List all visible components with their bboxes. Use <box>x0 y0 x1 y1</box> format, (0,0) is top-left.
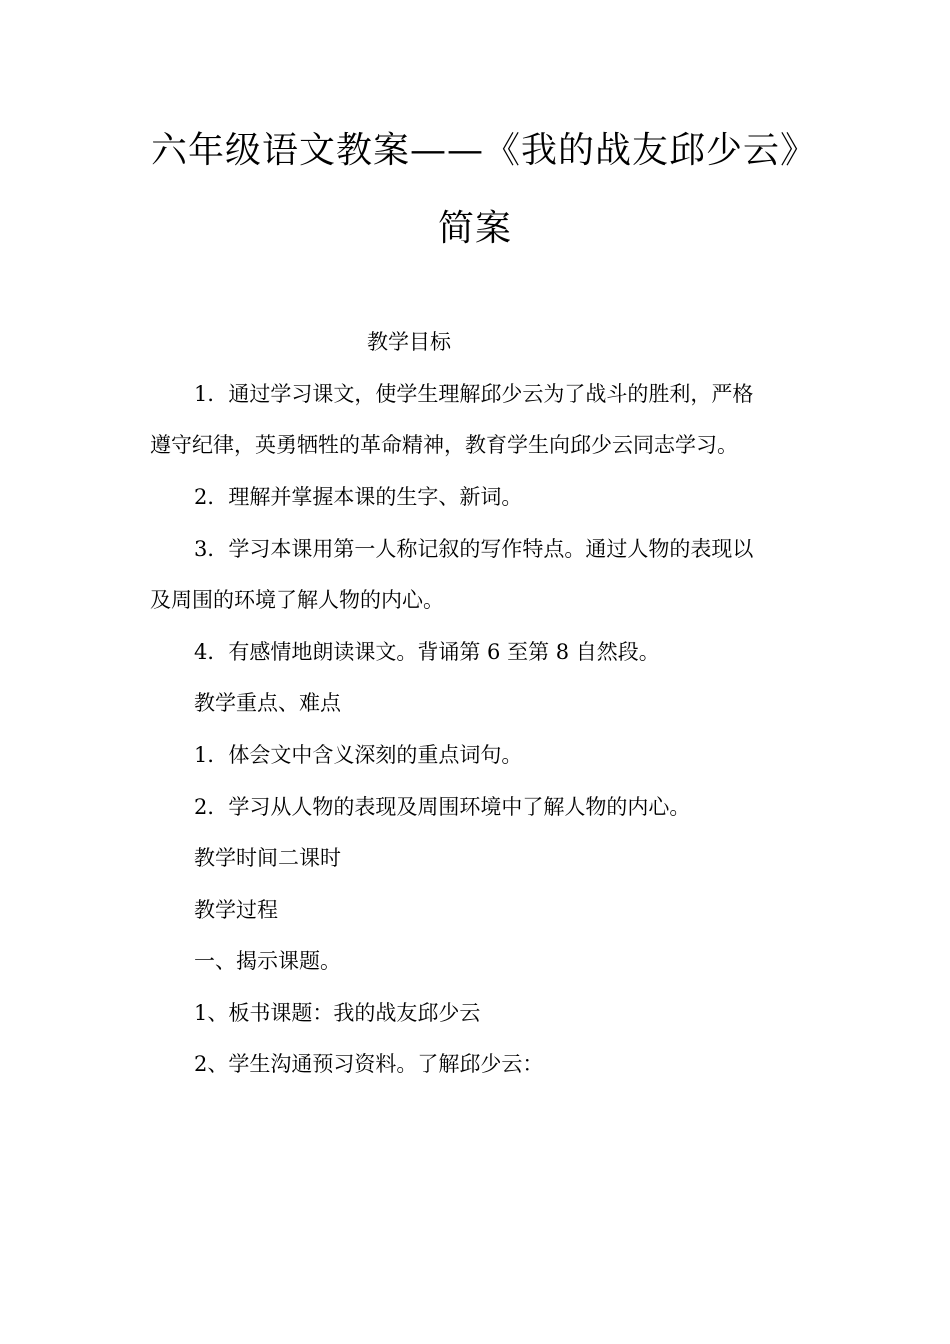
section-heading-objectives: 教学目标 <box>367 330 451 354</box>
paragraph-line: 2．理解并掌握本课的生字、新词。 <box>194 485 523 509</box>
paragraph-line: 2、学生沟通预习资料。了解邱少云： <box>194 1052 544 1076</box>
paragraph-line: 2．学习从人物的表现及周围环境中了解人物的内心。 <box>194 795 691 819</box>
document-title: 六年级语文教案——《我的战友邱少云》简案 <box>150 130 799 249</box>
section-heading-process: 教学过程 <box>194 898 278 922</box>
paragraph-line: 1、板书课题：我的战友邱少云 <box>194 1001 481 1025</box>
paragraph-line: 3．学习本课用第一人称记叙的写作特点。通过人物的表现以 <box>194 537 754 561</box>
paragraph-line: 1．体会文中含义深刻的重点词句。 <box>194 743 523 767</box>
section-heading-keypoints: 教学重点、难点 <box>194 691 341 715</box>
paragraph-line: 及周围的环境了解人物的内心。 <box>150 588 444 612</box>
paragraph-line: 遵守纪律，英勇牺牲的革命精神，教育学生向邱少云同志学习。 <box>150 433 738 457</box>
paragraph-line: 4．有感情地朗读课文。背诵第 6 至第 8 自然段。 <box>194 640 660 664</box>
paragraph-line: 一、揭示课题。 <box>194 949 341 973</box>
section-heading-time: 教学时间二课时 <box>194 846 341 870</box>
paragraph-line: 1．通过学习课文，使学生理解邱少云为了战斗的胜利，严格 <box>194 382 754 406</box>
